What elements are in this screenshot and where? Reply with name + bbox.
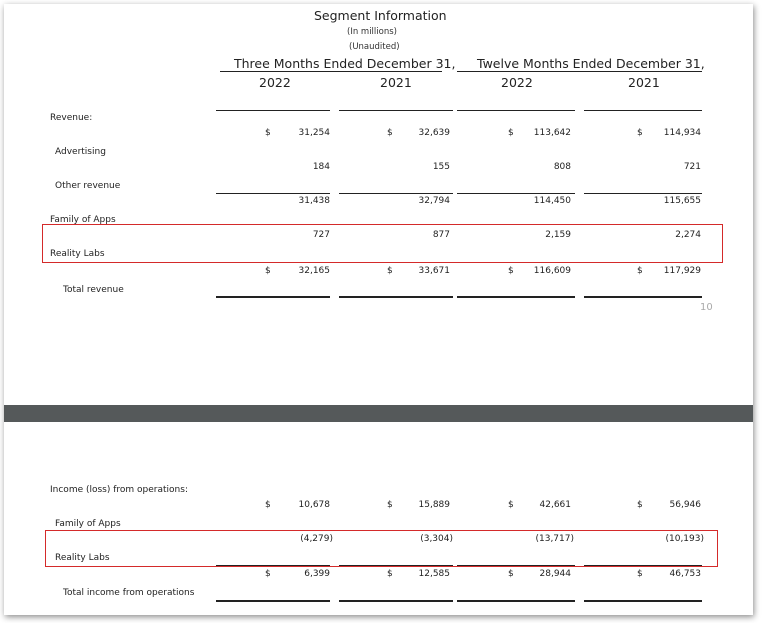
grand-total-rule — [216, 296, 330, 298]
row-label-total-income: Total income from operations — [63, 588, 195, 598]
table-cell: 56,946 — [669, 500, 701, 510]
currency-symbol: $ — [265, 569, 271, 579]
period-twelve-underline — [457, 71, 702, 72]
table-cell: 31,438 — [298, 196, 330, 206]
table-cell: 28,944 — [539, 569, 571, 579]
table-title: Segment Information — [314, 8, 447, 23]
currency-symbol: $ — [387, 500, 393, 510]
year-header: 2021 — [380, 75, 412, 90]
currency-symbol: $ — [265, 266, 271, 276]
table-cell: 15,889 — [418, 500, 450, 510]
table-cell: 721 — [683, 162, 701, 172]
row-label-total-revenue: Total revenue — [63, 285, 124, 295]
year-header: 2021 — [628, 75, 660, 90]
subtotal-rule — [339, 193, 453, 194]
row-label-reality-labs: Reality Labs — [50, 249, 105, 259]
table-cell: 42,661 — [539, 500, 571, 510]
grand-total-rule — [216, 600, 330, 602]
table-cell: 2,159 — [545, 230, 571, 240]
subtotal-rule — [457, 193, 575, 194]
period-twelve-months: Twelve Months Ended December 31, — [477, 56, 705, 71]
currency-symbol: $ — [508, 266, 514, 276]
highlight-box-reality-labs-revenue — [42, 224, 723, 263]
row-label-family-of-apps: Family of Apps — [55, 519, 121, 529]
table-cell: 808 — [553, 162, 571, 172]
currency-symbol: $ — [508, 128, 514, 138]
currency-symbol: $ — [637, 128, 643, 138]
currency-symbol: $ — [508, 569, 514, 579]
row-label-reality-labs: Reality Labs — [55, 553, 110, 563]
currency-symbol: $ — [387, 569, 393, 579]
currency-symbol: $ — [508, 500, 514, 510]
row-label-advertising: Advertising — [55, 147, 106, 157]
table-cell: (4,279) — [300, 534, 333, 544]
header-rule — [584, 110, 702, 111]
currency-symbol: $ — [637, 500, 643, 510]
table-cell: 31,254 — [298, 128, 330, 138]
header-rule — [457, 110, 575, 111]
table-cell: 113,642 — [533, 128, 571, 138]
document-page — [4, 4, 753, 615]
table-cell: 114,934 — [663, 128, 701, 138]
currency-symbol: $ — [387, 266, 393, 276]
audit-note: (Unaudited) — [349, 42, 400, 52]
currency-symbol: $ — [265, 128, 271, 138]
grand-total-rule — [339, 296, 453, 298]
table-cell: 10,678 — [298, 500, 330, 510]
table-cell: (3,304) — [420, 534, 453, 544]
row-label-other-revenue: Other revenue — [55, 181, 121, 191]
table-cell: 6,399 — [304, 569, 330, 579]
header-rule — [339, 110, 453, 111]
table-cell: 114,450 — [533, 196, 571, 206]
table-cell: 727 — [312, 230, 330, 240]
table-cell: 184 — [312, 162, 330, 172]
subtotal-rule — [584, 193, 702, 194]
table-cell: (10,193) — [665, 534, 704, 544]
table-cell: 32,165 — [298, 266, 330, 276]
table-cell: 877 — [432, 230, 450, 240]
operations-section-label: Income (loss) from operations: — [50, 485, 188, 495]
highlight-box-reality-labs-operations — [45, 530, 718, 567]
header-rule — [216, 110, 330, 111]
units-note: (In millions) — [347, 27, 397, 37]
grand-total-rule — [339, 600, 453, 602]
table-cell: (13,717) — [535, 534, 574, 544]
table-cell: 32,639 — [418, 128, 450, 138]
table-cell: 2,274 — [675, 230, 701, 240]
year-header: 2022 — [259, 75, 291, 90]
currency-symbol: $ — [387, 128, 393, 138]
year-header: 2022 — [501, 75, 533, 90]
table-cell: 12,585 — [418, 569, 450, 579]
currency-symbol: $ — [265, 500, 271, 510]
table-cell: 33,671 — [418, 266, 450, 276]
table-cell: 116,609 — [533, 266, 571, 276]
currency-symbol: $ — [637, 569, 643, 579]
table-cell: 46,753 — [669, 569, 701, 579]
revenue-section-label: Revenue: — [50, 113, 93, 123]
page-number: 10 — [700, 302, 713, 313]
table-cell: 115,655 — [663, 196, 701, 206]
grand-total-rule — [457, 600, 575, 602]
grand-total-rule — [584, 600, 702, 602]
period-three-months: Three Months Ended December 31, — [234, 56, 456, 71]
page-break-divider — [4, 405, 753, 422]
grand-total-rule — [584, 296, 702, 298]
table-cell: 32,794 — [418, 196, 450, 206]
subtotal-rule — [216, 193, 330, 194]
period-three-underline — [220, 71, 442, 72]
table-cell: 155 — [432, 162, 450, 172]
currency-symbol: $ — [637, 266, 643, 276]
grand-total-rule — [457, 296, 575, 298]
table-cell: 117,929 — [663, 266, 701, 276]
row-label-family-of-apps: Family of Apps — [50, 215, 116, 225]
